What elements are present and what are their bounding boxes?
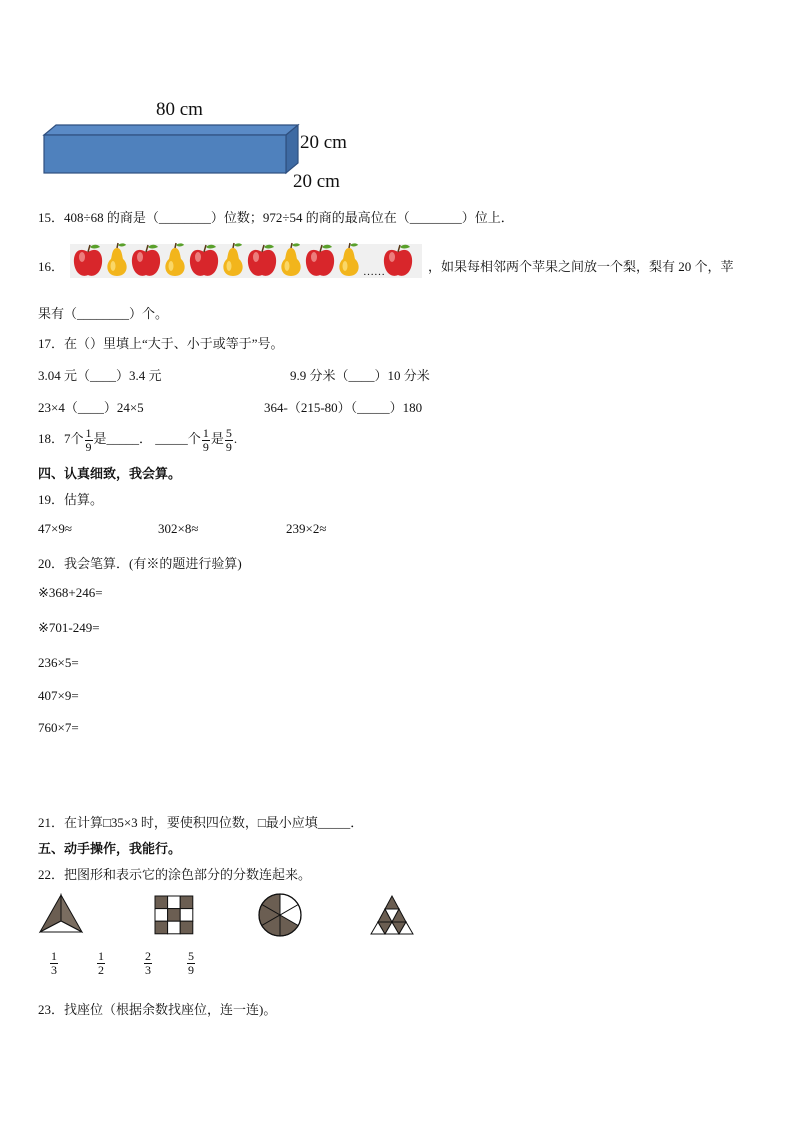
grid-cell — [180, 921, 193, 934]
estimate-item-1: 47×9≈ — [38, 521, 72, 536]
ellipsis-mark — [363, 266, 385, 278]
estimate-item-3: 239×2≈ — [286, 521, 327, 536]
fraction-denominator: 9 — [188, 963, 194, 977]
calc-item-1: ※368+246= — [38, 585, 103, 600]
grid-cell — [180, 909, 193, 922]
calc-item-3: 236×5= — [38, 655, 79, 670]
question-17-item-3: 23×4（____）24×5 — [38, 400, 144, 415]
fraction-denominator: 9 — [202, 439, 209, 454]
rectangular-prism-figure — [36, 95, 366, 195]
grid-cell — [155, 896, 168, 909]
question-23-title: 23．找座位（根据余数找座位，连一连)。 — [38, 1002, 277, 1017]
fraction-option-3 — [133, 950, 163, 977]
fraction-numerator: 5 — [188, 949, 194, 963]
question-16-text-line1: ，如果每相邻两个苹果之间放一个梨，梨有 20 个，苹 — [428, 259, 734, 274]
small-triangle — [385, 896, 399, 909]
question-17-item-1: 3.04 元（____）3.4 元 — [38, 368, 162, 383]
calc-item-4: 407×9= — [38, 688, 79, 703]
fraction-numerator: 2 — [145, 949, 151, 963]
fraction-option-4 — [176, 950, 206, 977]
shape-triangle-thirds — [38, 893, 84, 935]
fraction-numerator: 1 — [51, 949, 57, 963]
question-22-title: 22．把图形和表示它的涂色部分的分数连起来。 — [38, 867, 312, 882]
prism-front-face — [44, 135, 286, 173]
section-5-heading: 五、动手操作，我能行。 — [38, 841, 182, 856]
prism-width-label: 20 cm — [293, 171, 340, 192]
fraction-1-9-b — [202, 427, 210, 454]
question-17-title: 17．在（）里填上“大于、小于或等于”号。 — [38, 336, 284, 351]
q18-blank-2: _____ — [155, 431, 188, 446]
section-4-heading: 四、认真细致，我会算。 — [38, 466, 182, 481]
grid-cell — [155, 909, 168, 922]
fraction-option-2 — [86, 950, 116, 977]
question-19-title: 19．估算。 — [38, 492, 104, 507]
fraction-denominator: 3 — [145, 963, 151, 977]
fraction-numerator: 1 — [98, 949, 104, 963]
q18-mid: 是 — [93, 431, 107, 446]
fraction-numerator: 5 — [225, 425, 232, 440]
fraction-denominator: 3 — [51, 963, 57, 977]
question-17-item-4: 364-（215-80）（_____）180 — [264, 400, 423, 415]
question-20-title: 20．我会笔算．(有※的题进行验算) — [38, 556, 242, 571]
fraction-1-9-a — [85, 427, 93, 454]
question-15: 15．408÷68 的商是（________）位数；972÷54 的商的最高位在（________）位上． — [38, 210, 514, 225]
grid-cell — [168, 909, 181, 922]
calc-item-2: ※701-249= — [38, 620, 100, 635]
fraction-denominator: 9 — [85, 439, 92, 454]
grid-cell — [168, 921, 181, 934]
calc-item-5: 760×7= — [38, 720, 79, 735]
shape-grid-ninths — [154, 895, 194, 935]
ellipsis-text: …… — [363, 266, 385, 278]
question-17-item-2: 9.9 分米（____）10 分米 — [290, 368, 430, 383]
fraction-denominator: 9 — [225, 439, 232, 454]
grid-cell — [155, 921, 168, 934]
fruit-sequence — [70, 242, 430, 280]
prism-top-face — [44, 125, 298, 135]
question-16-number: 16． — [38, 259, 65, 274]
q18-ge: 个 — [187, 431, 201, 446]
shape-circle-sixths — [257, 892, 303, 938]
q18-end: . — [233, 431, 238, 446]
estimate-item-2: 302×8≈ — [158, 521, 199, 536]
grid-cell — [180, 896, 193, 909]
shape-triangle-ninths — [366, 894, 418, 936]
fraction-option-1 — [39, 950, 69, 977]
question-16-text-line2: 果有（________）个。 — [38, 306, 169, 321]
fraction-numerator: 1 — [85, 425, 92, 440]
q22-fraction-options — [38, 950, 207, 977]
fraction-numerator: 1 — [202, 425, 209, 440]
question-18 — [38, 420, 237, 458]
prism-length-label: 80 cm — [156, 99, 203, 120]
fraction-denominator: 2 — [98, 963, 104, 977]
prism-height-label: 20 cm — [300, 132, 347, 153]
fraction-5-9 — [225, 427, 233, 454]
question-21: 21．在计算□35×3 时，要使积四位数，□最小应填_____． — [38, 815, 364, 830]
grid-cell — [168, 896, 181, 909]
q18-shi: 是 — [210, 431, 224, 446]
q18-prefix: 18．7个 — [38, 431, 84, 446]
q18-blank-1: _____． — [106, 431, 153, 446]
